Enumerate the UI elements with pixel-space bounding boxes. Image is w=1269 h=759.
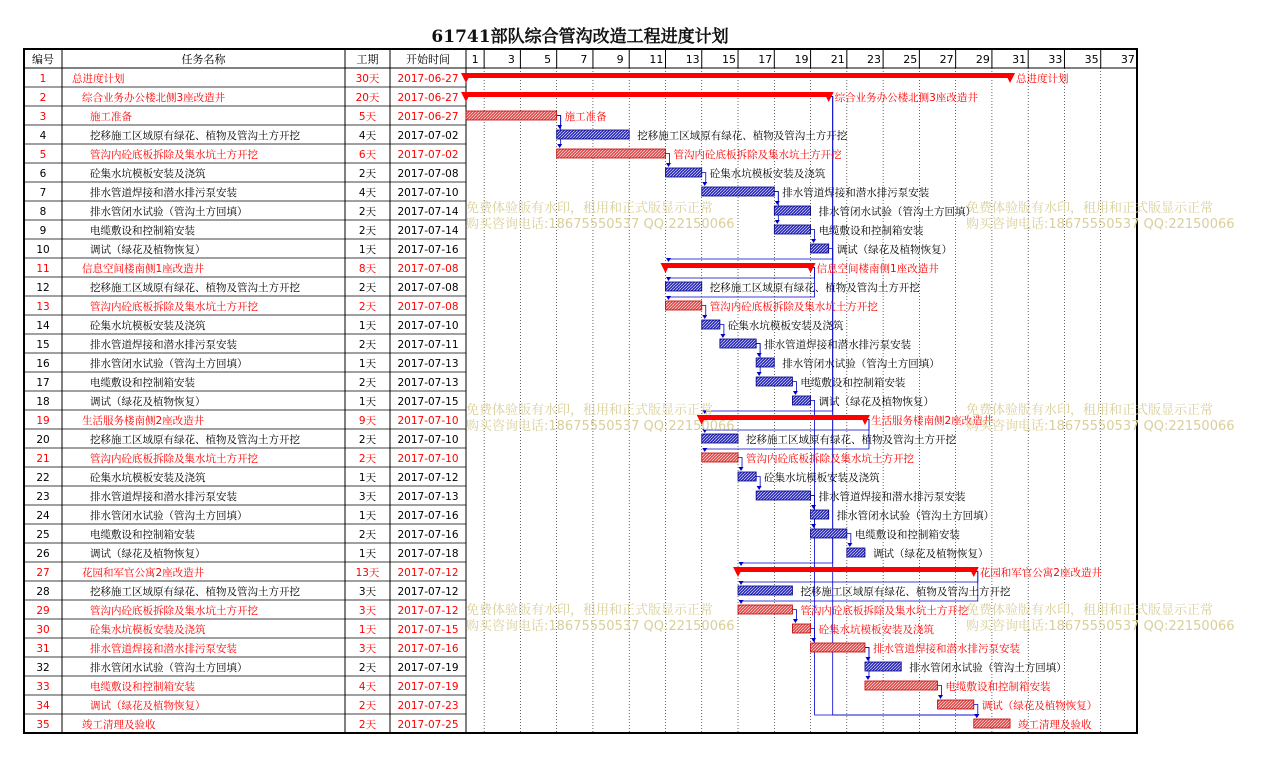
cell-duration: 30天 [355,73,380,85]
cell-task-name: 调试（绿花及植物恢复） [90,244,206,256]
task-bar [665,168,701,177]
cell-task-name: 调试（绿花及植物恢复） [90,700,206,712]
cell-start: 2017-07-12 [397,567,459,579]
cell-duration: 3天 [358,643,377,655]
bar-label: 砼集水坑模板安装及浇筑 [709,168,826,180]
cell-duration: 2天 [358,168,377,180]
cell-duration: 20天 [355,92,380,104]
bar-label: 排水管闭水试验（管沟土方回填） [782,358,940,370]
bar-label: 花园和军官公寓2座改造井 [979,567,1102,579]
cell-task-name: 电缆敷设和控制箱安装 [90,225,195,237]
cell-duration: 2天 [358,377,377,389]
cell-task-name: 竣工清理及验收 [82,719,156,731]
dependency-arrow [666,277,671,281]
cell-task-name: 挖移施工区域原有绿花、植物及管沟土方开挖 [90,586,300,598]
cell-start: 2017-07-12 [397,586,459,598]
cell-id: 22 [36,472,50,484]
dependency-arrow [666,163,671,167]
cell-duration: 2天 [358,434,377,446]
cell-start: 2017-07-12 [397,605,459,617]
cell-duration: 3天 [358,491,377,503]
watermark-2a: 免费体验版有水印，租用和正式版显示正常 购买咨询电话:18675550537 QQ:22150066 [466,403,735,434]
day-label-21: 21 [830,53,845,66]
cell-task-name: 管沟内砼底板拆除及集水坑土方开挖 [90,453,258,465]
task-bar [865,662,901,671]
dependency-arrow [557,125,562,129]
bar-label: 调试（绿花及植物恢复） [981,700,1098,712]
cell-start: 2017-07-10 [397,453,459,465]
cell-task-name: 信息空间楼南侧1座改造井 [82,263,205,275]
day-label-1: 1 [471,53,479,66]
day-label-19: 19 [794,53,809,66]
cell-task-name: 花园和军官公寓2座改造井 [82,567,205,579]
task-bar [720,339,756,348]
cell-id: 1 [39,73,47,85]
dependency-arrow [793,619,798,623]
bar-label: 调试（绿花及植物恢复） [872,548,989,560]
task-bar [738,586,792,595]
cell-id: 9 [39,225,47,237]
task-bar [557,130,630,139]
task-bar [811,244,829,253]
bar-label: 挖移施工区域原有绿花、植物及管沟土方开挖 [746,434,957,446]
cell-task-name: 排水管闭水试验（管沟土方回填） [90,358,248,370]
cell-start: 2017-07-14 [397,225,459,237]
bar-label: 调试（绿花及植物恢复） [818,396,935,408]
cell-duration: 1天 [358,396,377,408]
bar-label: 排水管道焊接和潜水排污泵安装 [818,491,966,503]
dependency-arrow [702,315,707,319]
dependency-arrow [775,201,780,205]
cell-id: 26 [36,548,50,560]
cell-id: 21 [36,453,50,465]
bar-label: 生活服务楼南侧2座改造井 [870,415,994,427]
cell-duration: 3天 [358,586,377,598]
dependency-arrow [811,638,816,642]
critical-task-bar [702,453,738,462]
bar-label: 管沟内砼底板拆除及集水坑土方开挖 [709,301,878,313]
critical-task-bar [938,700,974,709]
bar-label: 管沟内砼底板拆除及集水坑土方开挖 [800,605,969,617]
cell-task-name: 挖移施工区域原有绿花、植物及管沟土方开挖 [90,130,300,142]
cell-start: 2017-06-27 [397,111,459,123]
dependency-arrow [739,581,744,585]
bar-label: 综合业务办公楼北侧3座改造井 [834,92,978,104]
cell-start: 2017-07-16 [397,510,459,522]
cell-task-name: 砼集水坑模板安装及浇筑 [90,624,206,636]
cell-id: 30 [36,624,50,636]
bar-label: 排水管道焊接和潜水排污泵安装 [764,339,912,351]
summary-bar [738,567,974,572]
dependency-arrow [865,657,870,661]
cell-task-name: 挖移施工区域原有绿花、植物及管沟土方开挖 [90,434,300,446]
cell-id: 16 [36,358,50,370]
cell-duration: 13天 [355,567,380,579]
cell-duration: 8天 [358,263,377,275]
cell-task-name: 砼集水坑模板安装及浇筑 [90,168,206,180]
task-bar [774,225,810,234]
day-label-27: 27 [939,53,954,66]
dependency-arrow [739,467,744,471]
critical-task-bar [865,681,938,690]
bar-label: 电缆敷设和控制箱安装 [818,225,924,237]
cell-task-name: 排水管道焊接和潜水排污泵安装 [90,643,237,655]
cell-task-name: 排水管道焊接和潜水排污泵安装 [90,187,237,199]
cell-start: 2017-07-14 [397,206,459,218]
bar-label: 排水管闭水试验（管沟土方回填） [909,662,1067,674]
cell-duration: 4天 [358,130,377,142]
cell-task-name: 排水管道焊接和潜水排污泵安装 [90,339,237,351]
dependency-arrow [757,486,762,490]
bar-label: 总进度计划 [1016,73,1069,85]
critical-task-bar [792,624,810,633]
cell-duration: 2天 [358,282,377,294]
cell-task-name: 调试（绿花及植物恢复） [90,396,206,408]
bar-label: 管沟内砼底板拆除及集水坑土方开挖 [746,453,915,465]
cell-duration: 1天 [358,548,377,560]
cell-start: 2017-07-25 [397,719,459,731]
cell-start: 2017-07-12 [397,472,459,484]
cell-id: 14 [36,320,50,332]
cell-start: 2017-07-16 [397,244,459,256]
day-label-23: 23 [867,53,882,66]
day-label-35: 35 [1084,53,1099,66]
cell-id: 15 [36,339,50,351]
cell-duration: 1天 [358,358,377,370]
day-label-33: 33 [1048,53,1063,66]
cell-task-name: 电缆敷设和控制箱安装 [90,529,195,541]
cell-duration: 2天 [358,700,377,712]
bar-label: 电缆敷设和控制箱安装 [945,681,1051,693]
task-bar [702,320,720,329]
header-name: 任务名称 [181,53,226,66]
cell-start: 2017-07-13 [397,358,459,370]
bar-label: 砼集水坑模板安装及浇筑 [818,624,935,636]
cell-duration: 3天 [358,605,377,617]
cell-duration: 2天 [358,453,377,465]
cell-duration: 6天 [358,149,377,161]
cell-start: 2017-07-08 [397,263,459,275]
cell-id: 35 [36,719,50,731]
dependency-arrow [739,562,744,566]
cell-start: 2017-07-10 [397,434,459,446]
cell-id: 8 [39,206,47,218]
bar-label: 管沟内砼底板拆除及集水坑土方开挖 [673,149,842,161]
bar-label: 电缆敷设和控制箱安装 [800,377,906,389]
bar-label: 挖移施工区域原有绿花、植物及管沟土方开挖 [709,282,920,294]
task-bar [756,358,774,367]
day-label-25: 25 [903,53,918,66]
header-duration: 工期 [356,53,379,66]
cell-start: 2017-07-10 [397,187,459,199]
cell-duration: 9天 [358,415,377,427]
bar-label: 排水管道焊接和潜水排污泵安装 [782,187,930,199]
cell-task-name: 管沟内砼底板拆除及集水坑土方开挖 [90,605,258,617]
day-label-17: 17 [758,53,773,66]
header-id: 编号 [32,53,54,66]
critical-task-bar [466,111,557,120]
summary-bar [466,92,829,97]
cell-task-name: 砼集水坑模板安装及浇筑 [90,472,206,484]
cell-start: 2017-07-11 [397,339,459,351]
cell-duration: 1天 [358,244,377,256]
cell-duration: 2天 [358,225,377,237]
cell-id: 12 [36,282,50,294]
header-start: 开始时间 [406,53,450,66]
cell-id: 23 [36,491,50,503]
day-label-9: 9 [616,53,624,66]
cell-id: 6 [39,168,47,180]
dependency-arrow [775,220,780,224]
task-bar [665,282,701,291]
cell-duration: 1天 [358,624,377,636]
watermark-1a: 免费体验版有水印，租用和正式版显示正常 购买咨询电话:18675550537 QQ:22150066 [466,201,735,232]
cell-id: 28 [36,586,50,598]
cell-id: 29 [36,605,50,617]
dependency-link [741,572,978,585]
task-bar [792,396,810,405]
cell-id: 31 [36,643,50,655]
cell-id: 10 [36,244,50,256]
dependency-arrow [865,676,870,680]
task-bar [774,206,810,215]
watermark-3a: 免费体验版有水印，租用和正式版显示正常 购买咨询电话:18675550537 QQ:22150066 [466,603,735,634]
bar-label: 排水管闭水试验（管沟土方回填） [836,510,995,522]
dependency-arrow [702,448,707,452]
cell-start: 2017-07-02 [397,149,459,161]
task-bar [702,434,738,443]
watermark-2b: 免费体验版有水印，租用和正式版显示正常 购买咨询电话:18675550537 QQ:22150066 [966,403,1235,434]
task-bar [811,510,829,519]
day-label-13: 13 [685,53,700,66]
task-bar [847,548,865,557]
bar-label: 信息空间楼南侧1座改造井 [816,263,939,275]
cell-id: 18 [36,396,50,408]
cell-task-name: 排水管道焊接和潜水排污泵安装 [90,491,237,503]
cell-task-name: 生活服务楼南侧2座改造井 [82,415,205,427]
cell-id: 33 [36,681,50,693]
cell-duration: 2天 [358,719,377,731]
cell-task-name: 电缆敷设和控制箱安装 [90,377,195,389]
cell-duration: 2天 [358,301,377,313]
task-bar [756,377,792,386]
bar-label: 挖移施工区域原有绿花、植物及管沟土方开挖 [800,586,1011,598]
cell-start: 2017-07-19 [397,662,459,674]
task-bar [756,491,810,500]
cell-duration: 1天 [358,472,377,484]
cell-task-name: 施工准备 [90,111,132,123]
dependency-arrow [811,239,816,243]
cell-id: 19 [36,415,50,427]
bar-label: 电缆敷设和控制箱安装 [854,529,960,541]
summary-bar [466,73,1010,78]
day-label-3: 3 [507,53,515,66]
cell-start: 2017-07-08 [397,168,459,180]
cell-start: 2017-07-15 [397,396,459,408]
cell-duration: 4天 [358,187,377,199]
cell-start: 2017-06-27 [397,92,459,104]
cell-task-name: 管沟内砼底板拆除及集水坑土方开挖 [90,301,258,313]
cell-id: 27 [36,567,50,579]
cell-id: 3 [39,111,47,123]
cell-start: 2017-07-08 [397,282,459,294]
day-label-29: 29 [975,53,990,66]
task-bar [811,529,847,538]
cell-id: 4 [39,130,47,142]
cell-task-name: 排水管闭水试验（管沟土方回填） [90,206,248,218]
bar-label: 竣工清理及验收 [1018,719,1092,731]
dependency-arrow [793,391,798,395]
cell-duration: 1天 [358,510,377,522]
cell-task-name: 管沟内砼底板拆除及集水坑土方开挖 [90,149,258,161]
bar-label: 挖移施工区域原有绿花、植物及管沟土方开挖 [637,130,848,142]
dependency-arrow [666,296,671,300]
dependency-arrow [720,334,725,338]
watermark-3b: 免费体验版有水印，租用和正式版显示正常 购买咨询电话:18675550537 QQ:22150066 [966,603,1235,634]
dependency-arrow [974,714,979,718]
dependency-arrow [757,372,762,376]
cell-task-name: 砼集水坑模板安装及浇筑 [90,320,206,332]
cell-id: 2 [39,92,47,104]
dependency-arrow [739,600,744,604]
cell-id: 17 [36,377,50,389]
cell-start: 2017-07-10 [397,415,459,427]
bar-label: 砼集水坑模板安装及浇筑 [727,320,844,332]
cell-id: 32 [36,662,50,674]
critical-task-bar [665,301,701,310]
cell-start: 2017-07-13 [397,377,459,389]
cell-start: 2017-07-16 [397,643,459,655]
cell-id: 13 [36,301,50,313]
cell-task-name: 排水管闭水试验（管沟土方回填） [90,662,248,674]
cell-id: 25 [36,529,50,541]
cell-task-name: 排水管闭水试验（管沟土方回填） [90,510,248,522]
dependency-arrow [666,258,671,262]
bar-label: 施工准备 [564,111,607,123]
dependency-arrow [557,144,562,148]
bar-label: 排水管闭水试验（管沟土方回填） [818,206,977,218]
cell-start: 2017-07-10 [397,320,459,332]
cell-start: 2017-07-02 [397,130,459,142]
day-label-15: 15 [721,53,736,66]
dependency-arrow [811,505,816,509]
cell-id: 24 [36,510,50,522]
day-label-31: 31 [1012,53,1027,66]
summary-bar [665,263,810,268]
cell-task-name: 总进度计划 [72,73,125,85]
task-bar [702,187,775,196]
cell-task-name: 挖移施工区域原有绿花、植物及管沟土方开挖 [90,282,300,294]
bar-label: 调试（绿花及植物恢复） [836,244,953,256]
cell-task-name: 调试（绿花及植物恢复） [90,548,206,560]
dependency-arrow [702,182,707,186]
dependency-link [668,268,814,281]
cell-start: 2017-07-13 [397,491,459,503]
cell-duration: 1天 [358,320,377,332]
critical-task-bar [974,719,1010,728]
cell-id: 5 [39,149,47,161]
watermark-1b: 免费体验版有水印，租用和正式版显示正常 购买咨询电话:18675550537 QQ:22150066 [966,201,1235,232]
day-label-5: 5 [544,53,552,66]
cell-duration: 2天 [358,662,377,674]
bar-label: 排水管道焊接和潜水排污泵安装 [872,643,1020,655]
critical-task-bar [557,149,666,158]
dependency-arrow [757,353,762,357]
cell-start: 2017-07-23 [397,700,459,712]
cell-start: 2017-07-15 [397,624,459,636]
cell-duration: 2天 [358,339,377,351]
cell-id: 20 [36,434,50,446]
dependency-arrow [938,695,943,699]
cell-start: 2017-07-16 [397,529,459,541]
day-label-11: 11 [649,53,664,66]
task-bar [738,472,756,481]
cell-start: 2017-07-08 [397,301,459,313]
day-label-7: 7 [580,53,588,66]
cell-start: 2017-07-19 [397,681,459,693]
critical-task-bar [811,643,865,652]
cell-id: 34 [36,700,50,712]
dependency-arrow [811,524,816,528]
cell-start: 2017-06-27 [397,73,459,85]
cell-id: 7 [39,187,47,199]
cell-duration: 2天 [358,206,377,218]
cell-duration: 4天 [358,681,377,693]
day-label-37: 37 [1120,53,1135,66]
cell-start: 2017-07-18 [397,548,459,560]
cell-duration: 5天 [358,111,377,123]
cell-duration: 2天 [358,529,377,541]
cell-id: 11 [36,263,50,275]
critical-task-bar [738,605,792,614]
cell-task-name: 综合业务办公楼北侧3座改造井 [82,92,226,104]
bar-label: 砼集水坑模板安装及浇筑 [764,472,880,484]
cell-task-name: 电缆敷设和控制箱安装 [90,681,195,693]
page-title: 61741部队综合管沟改造工程进度计划 [431,27,729,47]
dependency-arrow [847,543,852,547]
